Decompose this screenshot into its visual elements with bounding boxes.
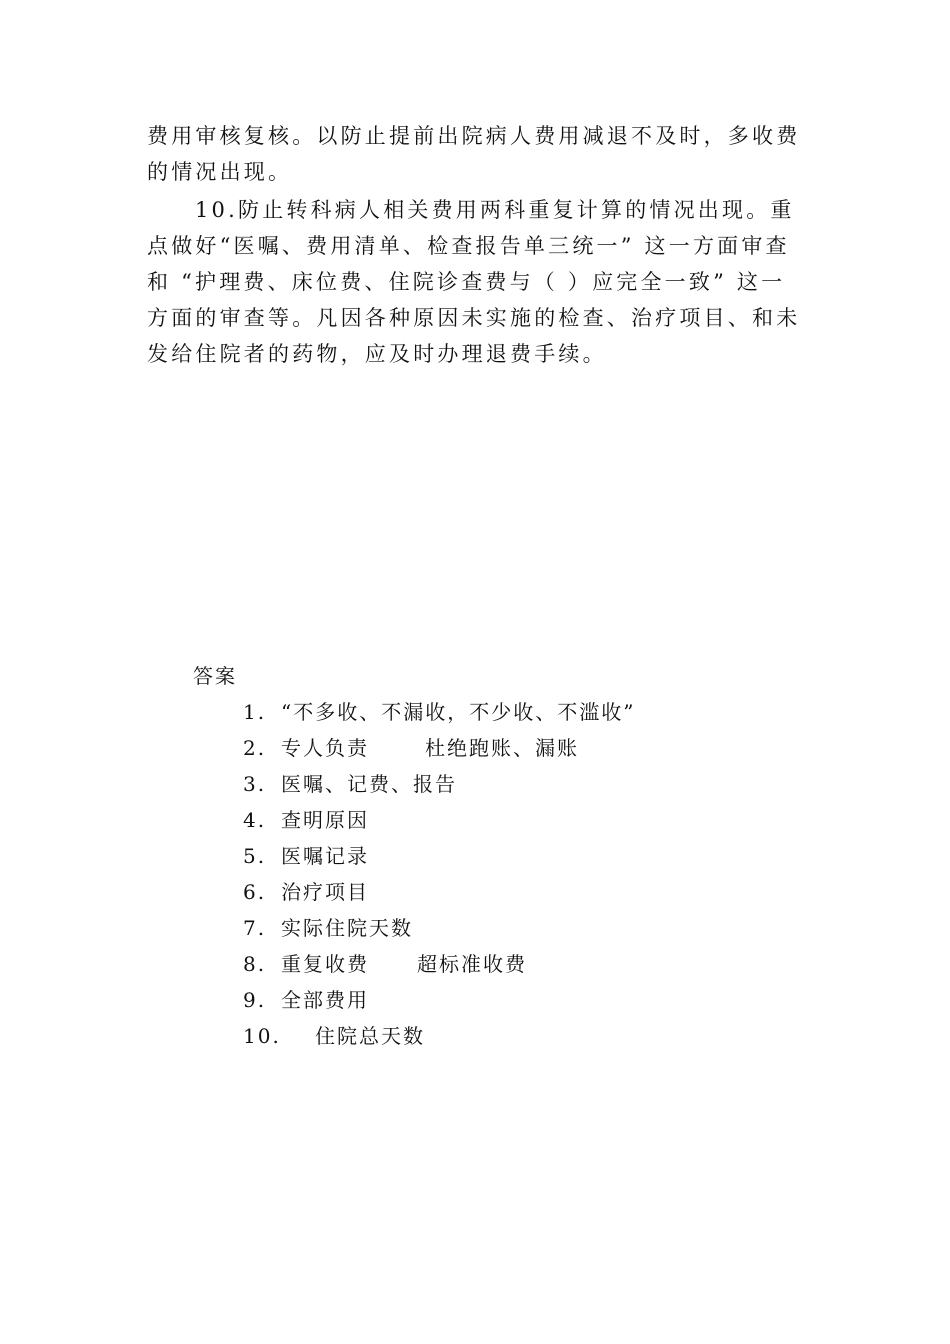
answer-text-secondary: 超标准收费 bbox=[417, 952, 527, 976]
answer-item-6 bbox=[243, 874, 635, 910]
answer-text: 治疗项目 bbox=[281, 880, 369, 904]
answer-title: 答案 bbox=[193, 664, 237, 688]
answer-text-secondary: 杜绝跑账、漏账 bbox=[425, 736, 579, 760]
answer-text: 全部费用 bbox=[281, 988, 369, 1012]
answer-text: 医嘱记录 bbox=[281, 844, 369, 868]
answer-text: 实际住院天数 bbox=[281, 916, 413, 940]
answer-text: 住院总天数 bbox=[315, 1024, 425, 1048]
answer-item-9 bbox=[243, 982, 635, 1018]
answer-item-7 bbox=[243, 910, 635, 946]
answer-number: 10. bbox=[243, 1024, 281, 1048]
answer-item-10 bbox=[243, 1018, 635, 1054]
answer-number: 8. bbox=[243, 952, 267, 976]
answer-number: 3. bbox=[243, 772, 267, 796]
answer-number: 2. bbox=[243, 736, 267, 760]
answer-text: 专人负责 bbox=[281, 736, 369, 760]
answer-item-8 bbox=[243, 946, 635, 982]
answer-text: 医嘱、记费、报告 bbox=[281, 772, 457, 796]
answer-item-3 bbox=[243, 766, 635, 802]
answer-number: 7. bbox=[243, 916, 267, 940]
paragraph-item-10: 10.防止转科病人相关费用两科重复计算的情况出现。重点做好“医嘱、费用清单、检查报告单三统一” 这一方面审查和 “护理费、床位费、住院诊查费与（ ）应完全一致” 这一方面的审查等。凡因各种原因未实施的检查、治疗项目、和未发给住院者的药物，应及时办理退费手续。 bbox=[147, 198, 801, 366]
answer-number: 9. bbox=[243, 988, 267, 1012]
answer-number: 5. bbox=[243, 844, 267, 868]
answer-section bbox=[193, 658, 635, 1054]
answer-number: 4. bbox=[243, 808, 267, 832]
paragraph-continuation: 费用审核复核。以防止提前出院病人费用减退不及时，多收费的情况出现。 bbox=[147, 124, 801, 184]
answer-item-1 bbox=[243, 694, 635, 730]
answer-item-5 bbox=[243, 838, 635, 874]
answer-text: “不多收、不漏收，不少收、不滥收” bbox=[281, 700, 636, 724]
answer-text: 查明原因 bbox=[281, 808, 369, 832]
answer-item-2 bbox=[243, 730, 635, 766]
answer-number: 6. bbox=[243, 880, 267, 904]
answer-text: 重复收费 bbox=[281, 952, 369, 976]
answer-list bbox=[193, 694, 635, 1054]
answer-number: 1. bbox=[243, 700, 267, 724]
answer-item-4 bbox=[243, 802, 635, 838]
